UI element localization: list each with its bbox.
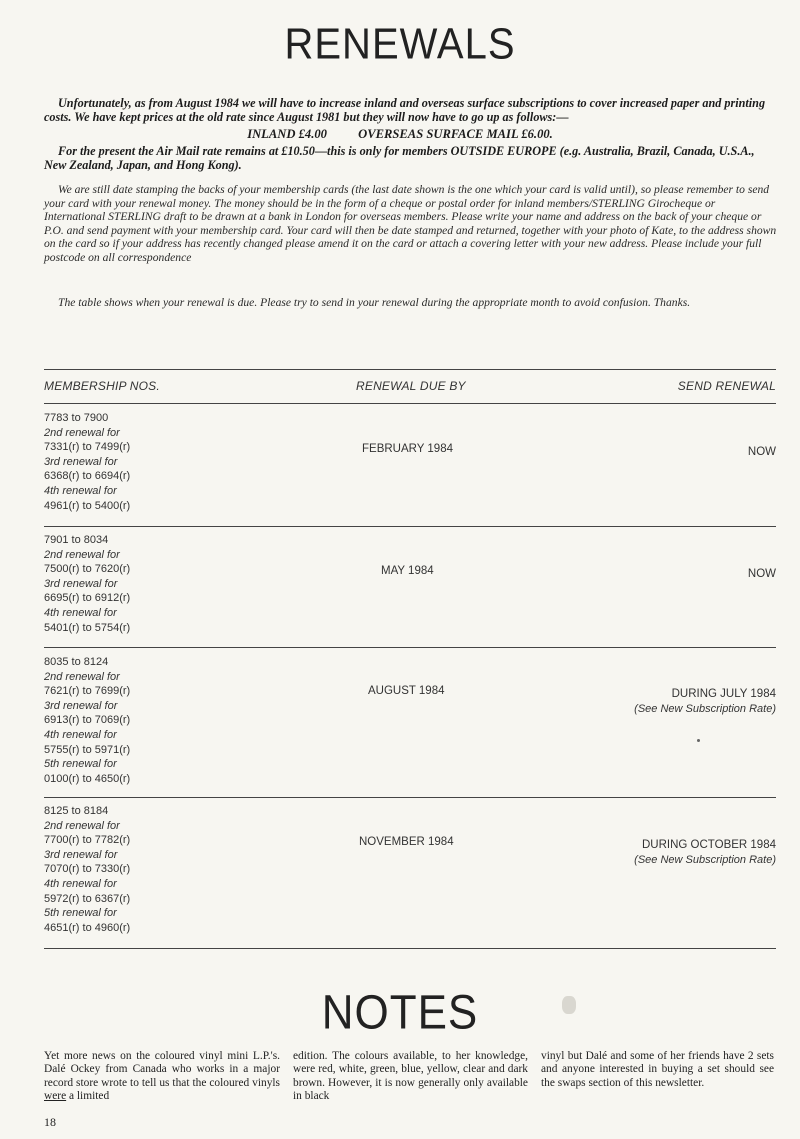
renewal-due: MAY 1984 — [381, 565, 434, 577]
price-increase-paragraph: Unfortunately, as from August 1984 we will have to increase inland and overseas surface subscriptions to cover increased paper and printing costs. We have kept prices at the old rate since August 1981 but they will now have to go up as follows:— — [44, 96, 766, 124]
notes-column-2: edition. The colours available, to her knowledge, were red, white, green, blue, yellow, clear and dark brown. However, it is now generally only available in black — [293, 1050, 528, 1103]
page-number: 18 — [44, 1115, 56, 1129]
inland-price: INLAND £4.00 — [247, 127, 327, 141]
membership-numbers: 7783 to 7900 2nd renewal for 7331(r) to 7499(r) 3rd renewal for 6368(r) to 6694(r) 4th renewal for 4961(r) to 5400(r) — [44, 412, 131, 512]
renewal-due: FEBRUARY 1984 — [362, 443, 453, 455]
notes-column-3: vinyl but Dalé and some of her friends have 2 sets and anyone interested in buying a set should see the swaps section of this newsletter. — [541, 1050, 774, 1089]
renewal-due: AUGUST 1984 — [368, 685, 445, 697]
renewal-due: NOVEMBER 1984 — [359, 836, 454, 848]
header-membership-nos: MEMBERSHIP NOS. — [44, 379, 160, 393]
date-stamping-paragraph: We are still date stamping the backs of your membership cards (the last date shown is the one which your card is valid until), so please remember to send your card with your renewal money. The money should be in the form of a cheque or postal order for inland members/STERLING Girocheque or International STERLING draft to be drawn at a bank in London for overseas members. Please write your name and address on the back of your cheque or P.O. and send payment with your membership card. Your card will then be date stamped and returned, together with your photo of Kate, to the address shown on the card so if your address has recently changed please amend it on the card or attach a covering letter with your new address. Please include your full postcode on all correspondence — [44, 183, 777, 264]
table-intro-paragraph: The table shows when your renewal is due. Please try to send in your renewal during the appropriate month to avoid confusion. Thanks. — [58, 296, 691, 309]
row-rule — [44, 797, 776, 798]
row-rule — [44, 647, 776, 648]
membership-numbers: 8125 to 8184 2nd renewal for 7700(r) to 7782(r) 3rd renewal for 7070(r) to 7330(r) 4th renewal for 5972(r) to 6367(r) 5th renewal for 4651(r) to 4960(r) — [44, 805, 131, 934]
overseas-price: OVERSEAS SURFACE MAIL £6.00. — [358, 127, 553, 141]
price-list — [0, 127, 800, 142]
membership-numbers: 8035 to 8124 2nd renewal for 7621(r) to 7699(r) 3rd renewal for 6913(r) to 7069(r) 4th renewal for 5755(r) to 5971(r) 5th renewal for 0100(r) to 4650(r) — [44, 656, 131, 785]
header-send-renewal: SEND RENEWAL — [677, 379, 776, 393]
table-bottom-rule — [44, 948, 776, 949]
speck — [697, 739, 700, 742]
notes-column-1: Yet more news on the coloured vinyl mini L.P.'s. Dalé Ockey from Canada who works in a major record store wrote to tell us that the coloured vinyls were a limited — [44, 1050, 280, 1103]
airmail-paragraph: For the present the Air Mail rate remains at £10.50—this is only for members OUTSIDE EUROPE (e.g. Australia, Brazil, Canada, U.S.A., New Zealand, Japan, and Hong Kong). — [44, 144, 755, 172]
renewals-title: RENEWALS — [284, 19, 516, 69]
table-top-rule — [44, 369, 776, 370]
send-renewal: NOW — [747, 568, 776, 580]
notes-title: NOTES — [321, 985, 479, 1040]
paper-blemish — [562, 996, 576, 1014]
send-renewal: NOW — [747, 446, 776, 458]
header-rule — [44, 403, 776, 404]
send-renewal: DURING OCTOBER 1984 (See New Subscription Rate) — [634, 839, 776, 866]
send-renewal: DURING JULY 1984 (See New Subscription Rate) — [634, 688, 776, 715]
row-rule — [44, 526, 776, 527]
membership-numbers: 7901 to 8034 2nd renewal for 7500(r) to 7620(r) 3rd renewal for 6695(r) to 6912(r) 4th renewal for 5401(r) to 5754(r) — [44, 534, 131, 634]
header-renewal-due: RENEWAL DUE BY — [356, 379, 466, 393]
